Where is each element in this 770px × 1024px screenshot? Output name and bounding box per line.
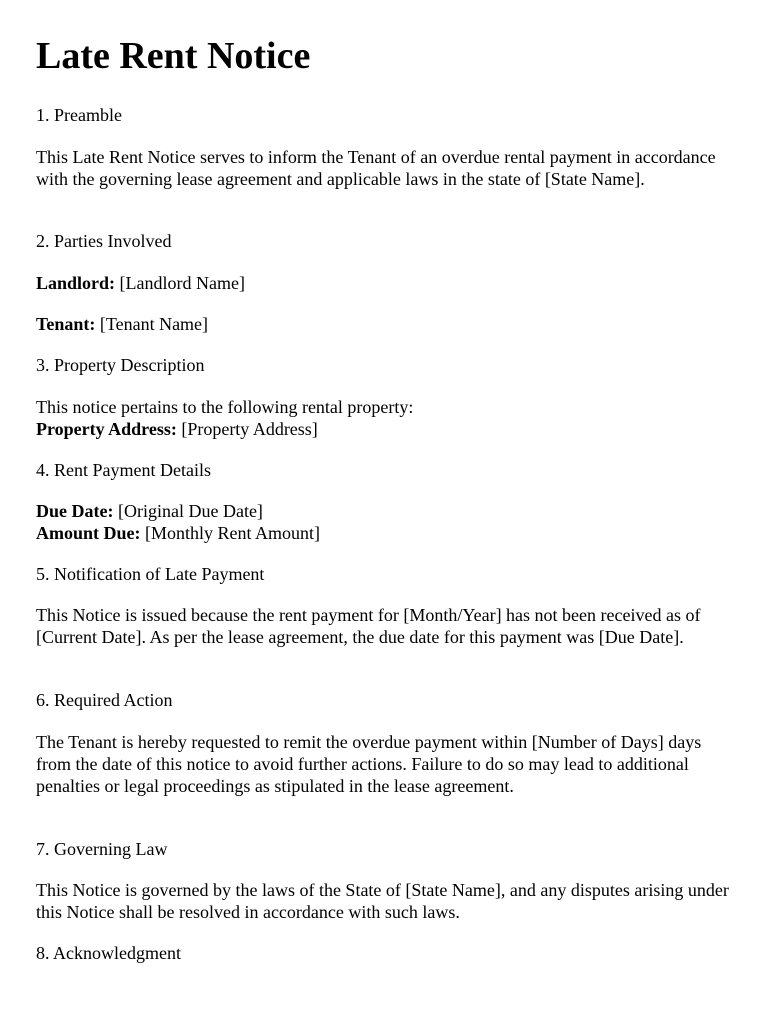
landlord-line — [36, 272, 736, 294]
due-date-line — [36, 500, 736, 522]
section-heading-payment: 4. Rent Payment Details — [36, 460, 211, 480]
amount-due-label: Amount Due: — [36, 523, 141, 543]
section-heading-acknowledgment: 8. Acknowledgment — [36, 943, 181, 963]
landlord-value: [Landlord Name] — [119, 273, 245, 293]
section-heading-property: 3. Property Description — [36, 355, 205, 375]
section-heading-preamble: 1. Preamble — [36, 105, 122, 125]
tenant-label: Tenant: — [36, 314, 96, 334]
property-address-value: [Property Address] — [181, 419, 318, 439]
due-date-value: [Original Due Date] — [117, 501, 263, 521]
tenant-value: [Tenant Name] — [99, 314, 209, 334]
section-heading-action: 6. Required Action — [36, 690, 173, 710]
property-block — [36, 396, 736, 440]
due-date-label: Due Date: — [36, 501, 114, 521]
property-intro: This notice pertains to the following rental property: — [36, 397, 414, 417]
action-paragraph: The Tenant is hereby requested to remit the overdue payment within [Number of Days] days from the date of this notice to avoid further actions. Failure to do so may lead to additional penalties or legal proceedings as stipulated in the lease agreement. — [36, 732, 702, 796]
section-heading-notification: 5. Notification of Late Payment — [36, 564, 265, 584]
document-title: Late Rent Notice — [36, 35, 311, 77]
preamble-paragraph: This Late Rent Notice serves to inform the Tenant of an overdue rental payment in accordance with the governing lease agreement and applicable laws in the state of [State Name]. — [36, 147, 716, 189]
amount-due-value: [Monthly Rent Amount] — [145, 523, 321, 543]
law-paragraph: This Notice is governed by the laws of the State of [State Name], and any disputes arising under this Notice shall be resolved in accordance with such laws. — [36, 880, 729, 922]
section-heading-parties: 2. Parties Involved — [36, 231, 172, 251]
property-address-label: Property Address: — [36, 419, 177, 439]
property-address-line — [36, 418, 736, 440]
section-heading-law: 7. Governing Law — [36, 839, 168, 859]
tenant-line — [36, 313, 736, 335]
notification-paragraph: This Notice is issued because the rent payment for [Month/Year] has not been received as of [Current Date]. As per the lease agreement, the due date for this payment was [Due Date]. — [36, 605, 701, 647]
amount-due-line — [36, 522, 736, 544]
payment-block — [36, 500, 736, 544]
landlord-label: Landlord: — [36, 273, 116, 293]
